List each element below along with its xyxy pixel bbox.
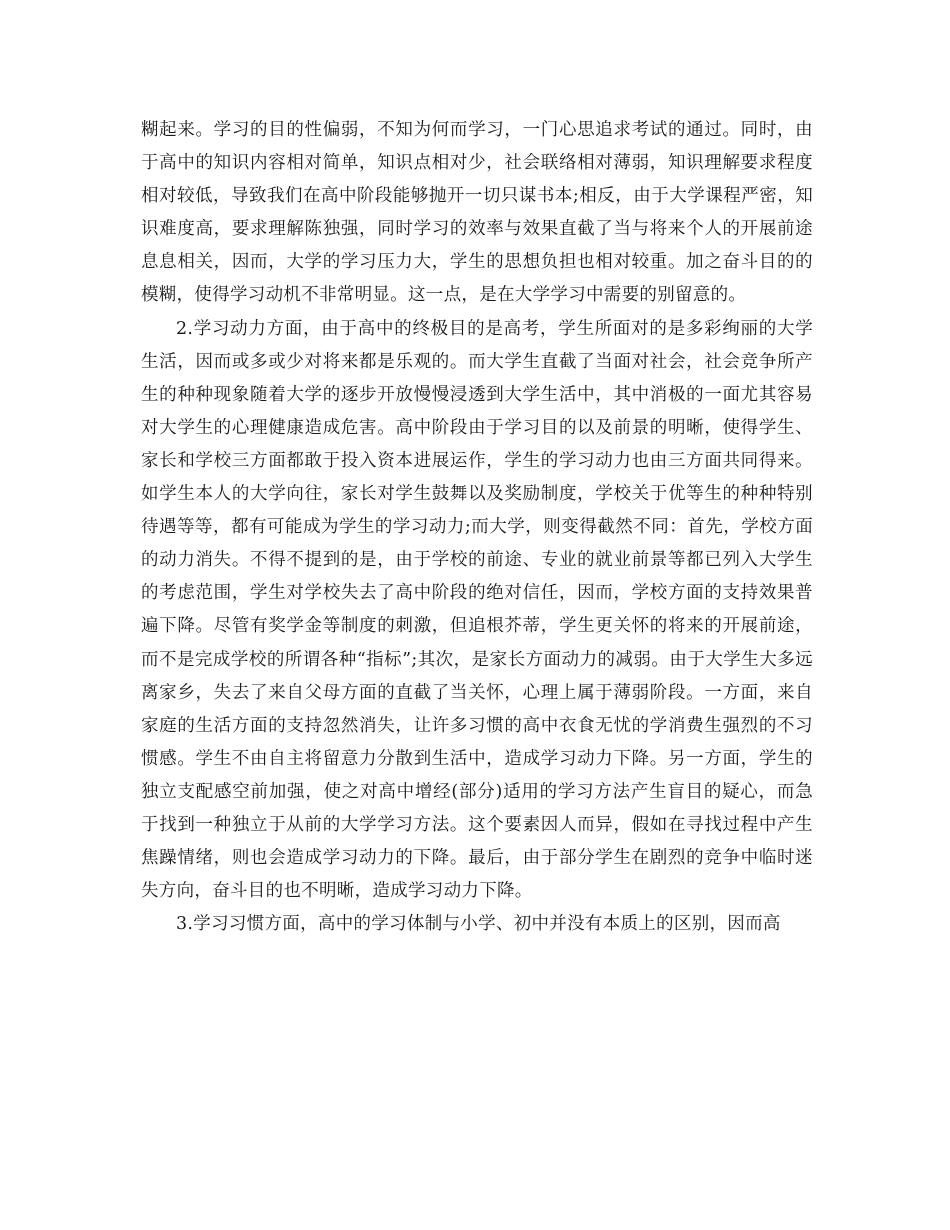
document-body xyxy=(141,114,813,941)
paragraph-study-purpose-continued: 糊起来。学习的目的性偏弱，不知为何而学习，一门心思追求考试的通过。同时，由于高中的知识内容相对简单，知识点相对少，社会联络相对薄弱，知识理解要求程度相对较低，导致我们在高中阶段能够抛开一切只谋书本;相反，由于大学课程严密，知识难度高，要求理解陈独强，同时学习的效率与效果直截了当与将来个人的开展前途息息相关，因而，大学的学习压力大，学生的思想负担也相对较重。加之奋斗目的的模糊，使得学习动机不非常明显。这一点，是在大学学习中需要的别留意的。 xyxy=(141,120,813,306)
paragraph-study-habits: 3.学习习惯方面，高中的学习体制与小学、初中并没有本质上的区别，因而高 xyxy=(176,914,781,935)
paragraph-study-motivation: 2.学习动力方面，由于高中的终极目的是高考，学生所面对的是多彩绚丽的大学生活，因而或多或少对将来都是乐观的。而大学生直截了当面对社会，社会竞争所产生的种种现象随着大学的逐步开放慢慢浸透到大学生活中，其中消极的一面尤其容易对大学生的心理健康造成危害。高中阶段由于学习目的以及前景的明晰，使得学生、家长和学校三方面都敢于投入资本进展运作，学生的学习动力也由三方面共同得来。如学生本人的大学向往，家长对学生鼓舞以及奖励制度，学校关于优等生的种种特别待遇等等，都有可能成为学生的学习动力;而大学，则变得截然不同：首先，学校方面的动力消失。不得不提到的是，由于学校的前途、专业的就业前景等都已列入大学生的考虑范围，学生对学校失去了高中阶段的绝对信任，因而，学校方面的支持效果普遍下降。尽管有奖学金等制度的刺激，但追根芥蒂，学生更关怀的将来的开展前途，而不是完成学校的所谓各种“指标”;其次，是家长方面动力的减弱。由于大学生大多远离家乡，失去了来自父母方面的直截了当关怀，心理上属于薄弱阶段。一方面，来自家庭的生活方面的支持忽然消失，让许多习惯的高中衣食无忧的学消费生强烈的不习惯感。学生不由自主将留意力分散到生活中，造成学习动力下降。另一方面，学生的独立支配感空前加强，使之对高中增经(部分)适用的学习方法产生盲目的疑心，而急于找到一种独立于从前的大学学习方法。这个要素因人而异，假如在寻找过程中产生焦躁情绪，则也会造成学习动力的下降。最后，由于部分学生在剧烈的竞争中临时迷失方向，奋斗目的也不明晰，造成学习动力下降。 xyxy=(141,318,813,902)
